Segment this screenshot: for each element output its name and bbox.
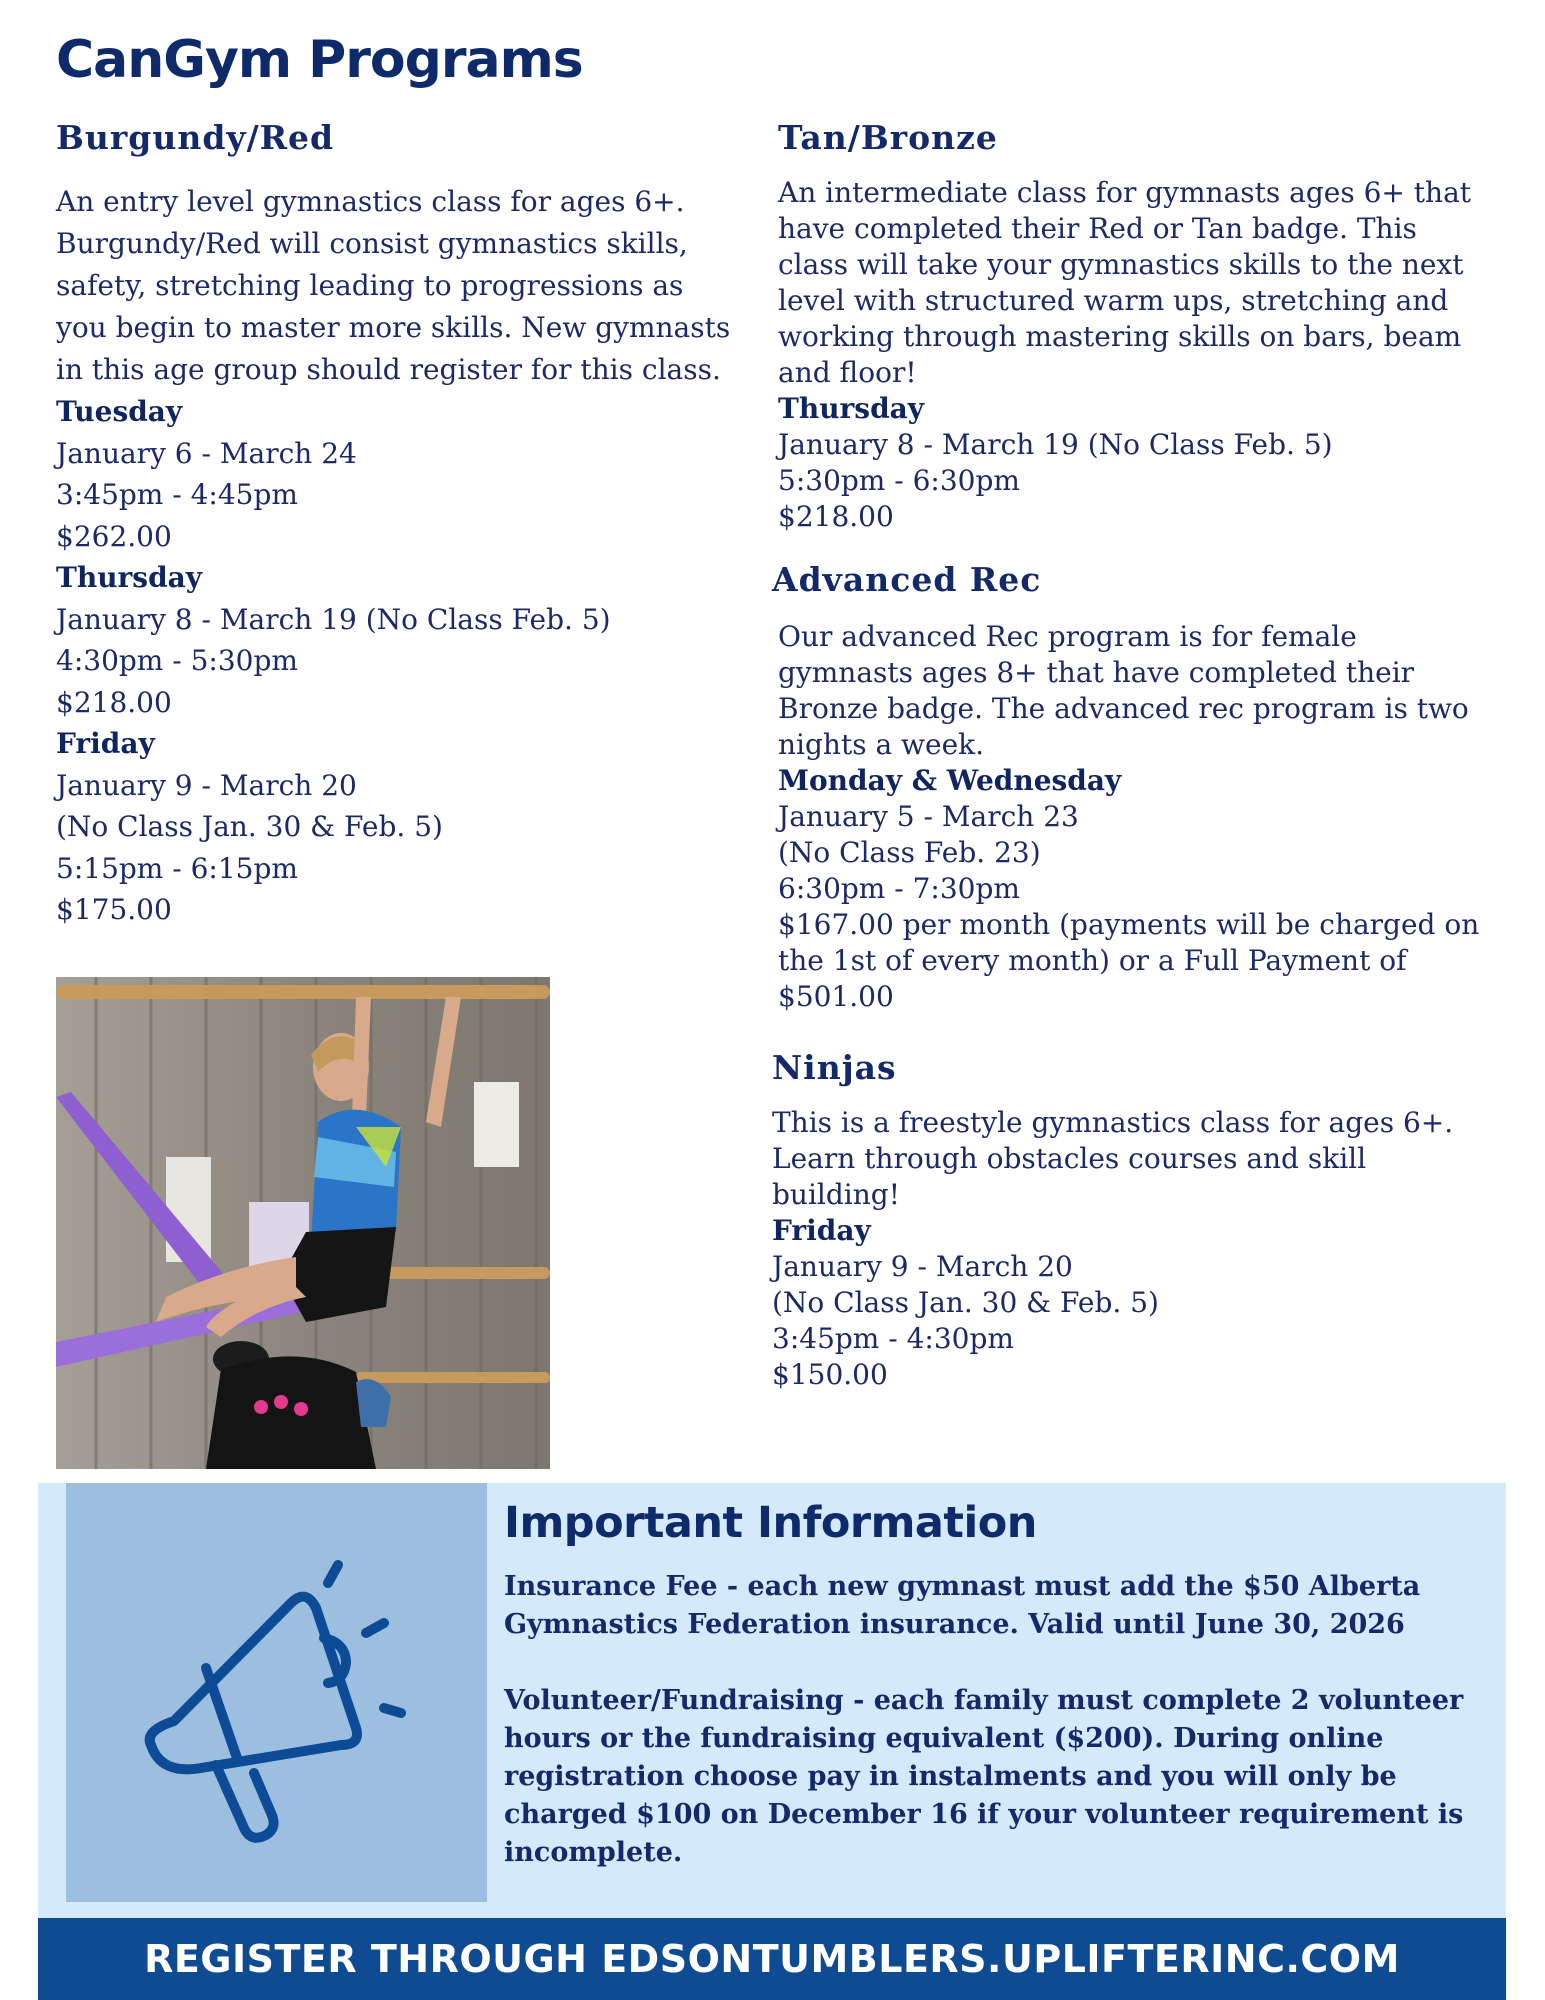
register-footer xyxy=(38,1918,1506,2000)
burgundy-tuesday-dates: January 6 - March 24 xyxy=(56,436,357,470)
burgundy-thursday-time: 4:30pm - 5:30pm xyxy=(56,644,298,677)
burgundy-friday-time: 5:15pm - 6:15pm xyxy=(56,851,298,885)
tan-thursday-day: Thursday xyxy=(778,392,925,425)
megaphone-icon xyxy=(66,1483,487,1902)
burgundy-tuesday-time: 3:45pm - 4:45pm xyxy=(56,478,298,511)
ninjas-section xyxy=(772,1048,1484,1393)
burgundy-friday-note: (No Class Jan. 30 & Feb. 5) xyxy=(56,810,443,843)
advanced-time: 6:30pm - 7:30pm xyxy=(778,872,1020,905)
ninjas-description: This is a freestyle gymnastics class for ages 6+. Learn through obstacles courses and skill building! xyxy=(772,1106,1454,1211)
tan-thursday-dates: January 8 - March 19 (No Class Feb. 5) xyxy=(778,428,1333,461)
advanced-price: $167.00 per month (payments will be charged on the 1st of every month) or a Full Payment of $501.00 xyxy=(778,908,1480,1013)
tan-thursday-price: $218.00 xyxy=(778,500,894,533)
insurance-fee-text: Insurance Fee - each new gymnast must add the $50 Alberta Gymnastics Federation insurance. Valid until June 30, 2026 xyxy=(504,1571,1421,1640)
tan-section xyxy=(778,118,1478,535)
burgundy-section xyxy=(56,118,736,931)
ninjas-price: $150.00 xyxy=(772,1358,888,1391)
ninjas-time: 3:45pm - 4:30pm xyxy=(772,1322,1014,1355)
burgundy-friday-price: $175.00 xyxy=(56,893,172,926)
register-link[interactable]: REGISTER THROUGH EDSONTUMBLERS.UPLIFTERINC.COM xyxy=(144,1937,1400,1981)
burgundy-heading: Burgundy/Red xyxy=(56,118,335,157)
volunteer-fundraising-text: Volunteer/Fundraising - each family must complete 2 volunteer hours or the fundraising equivalent ($200). During online registration choose pay in instalments and you will only be charged $100 on December 16 if your volunteer requirement is incomplete. xyxy=(504,1685,1464,1868)
advanced-heading: Advanced Rec xyxy=(772,560,1042,599)
burgundy-tuesday-price: $262.00 xyxy=(56,519,172,553)
megaphone-panel xyxy=(66,1483,487,1902)
burgundy-thursday-day: Thursday xyxy=(56,561,203,594)
burgundy-friday-dates: January 9 - March 20 xyxy=(56,768,357,802)
burgundy-friday-day: Friday xyxy=(56,727,155,760)
page-title: CanGym Programs xyxy=(56,30,583,90)
advanced-note: (No Class Feb. 23) xyxy=(778,836,1041,869)
burgundy-description: An entry level gymnastics class for ages 6+. Burgundy/Red will consist gymnastics skills, safety, stretching leading to progressions as you begin to master more skills. New gymnasts in this age group should register for this class. xyxy=(56,185,731,386)
burgundy-thursday-price: $218.00 xyxy=(56,685,172,719)
important-info-content xyxy=(504,1498,1484,1872)
advanced-dates: January 5 - March 23 xyxy=(778,800,1079,833)
burgundy-tuesday-day: Tuesday xyxy=(56,395,183,428)
ninjas-note: (No Class Jan. 30 & Feb. 5) xyxy=(772,1286,1159,1319)
tan-thursday-time: 5:30pm - 6:30pm xyxy=(778,464,1020,497)
gymnast-photo-illustration xyxy=(56,977,550,1469)
ninjas-heading: Ninjas xyxy=(772,1048,897,1087)
ninjas-dates: January 9 - March 20 xyxy=(772,1250,1073,1283)
advanced-day: Monday & Wednesday xyxy=(778,764,1122,797)
advanced-section xyxy=(772,560,1484,1015)
advanced-description: Our advanced Rec program is for female gymnasts ages 8+ that have completed their Bronze badge. The advanced rec program is two nights a week. xyxy=(778,620,1469,761)
gymnast-photo xyxy=(56,977,550,1469)
tan-heading: Tan/Bronze xyxy=(778,118,998,157)
ninjas-day: Friday xyxy=(772,1214,871,1247)
important-info-title: Important Information xyxy=(504,1498,1037,1548)
tan-description: An intermediate class for gymnasts ages 6+ that have completed their Red or Tan badge. This class will take your gymnastics skills to the next level with structured warm ups, stretching and working through mastering skills on bars, beam and floor! xyxy=(778,176,1472,389)
burgundy-thursday-dates: January 8 - March 19 (No Class Feb. 5) xyxy=(56,602,611,636)
